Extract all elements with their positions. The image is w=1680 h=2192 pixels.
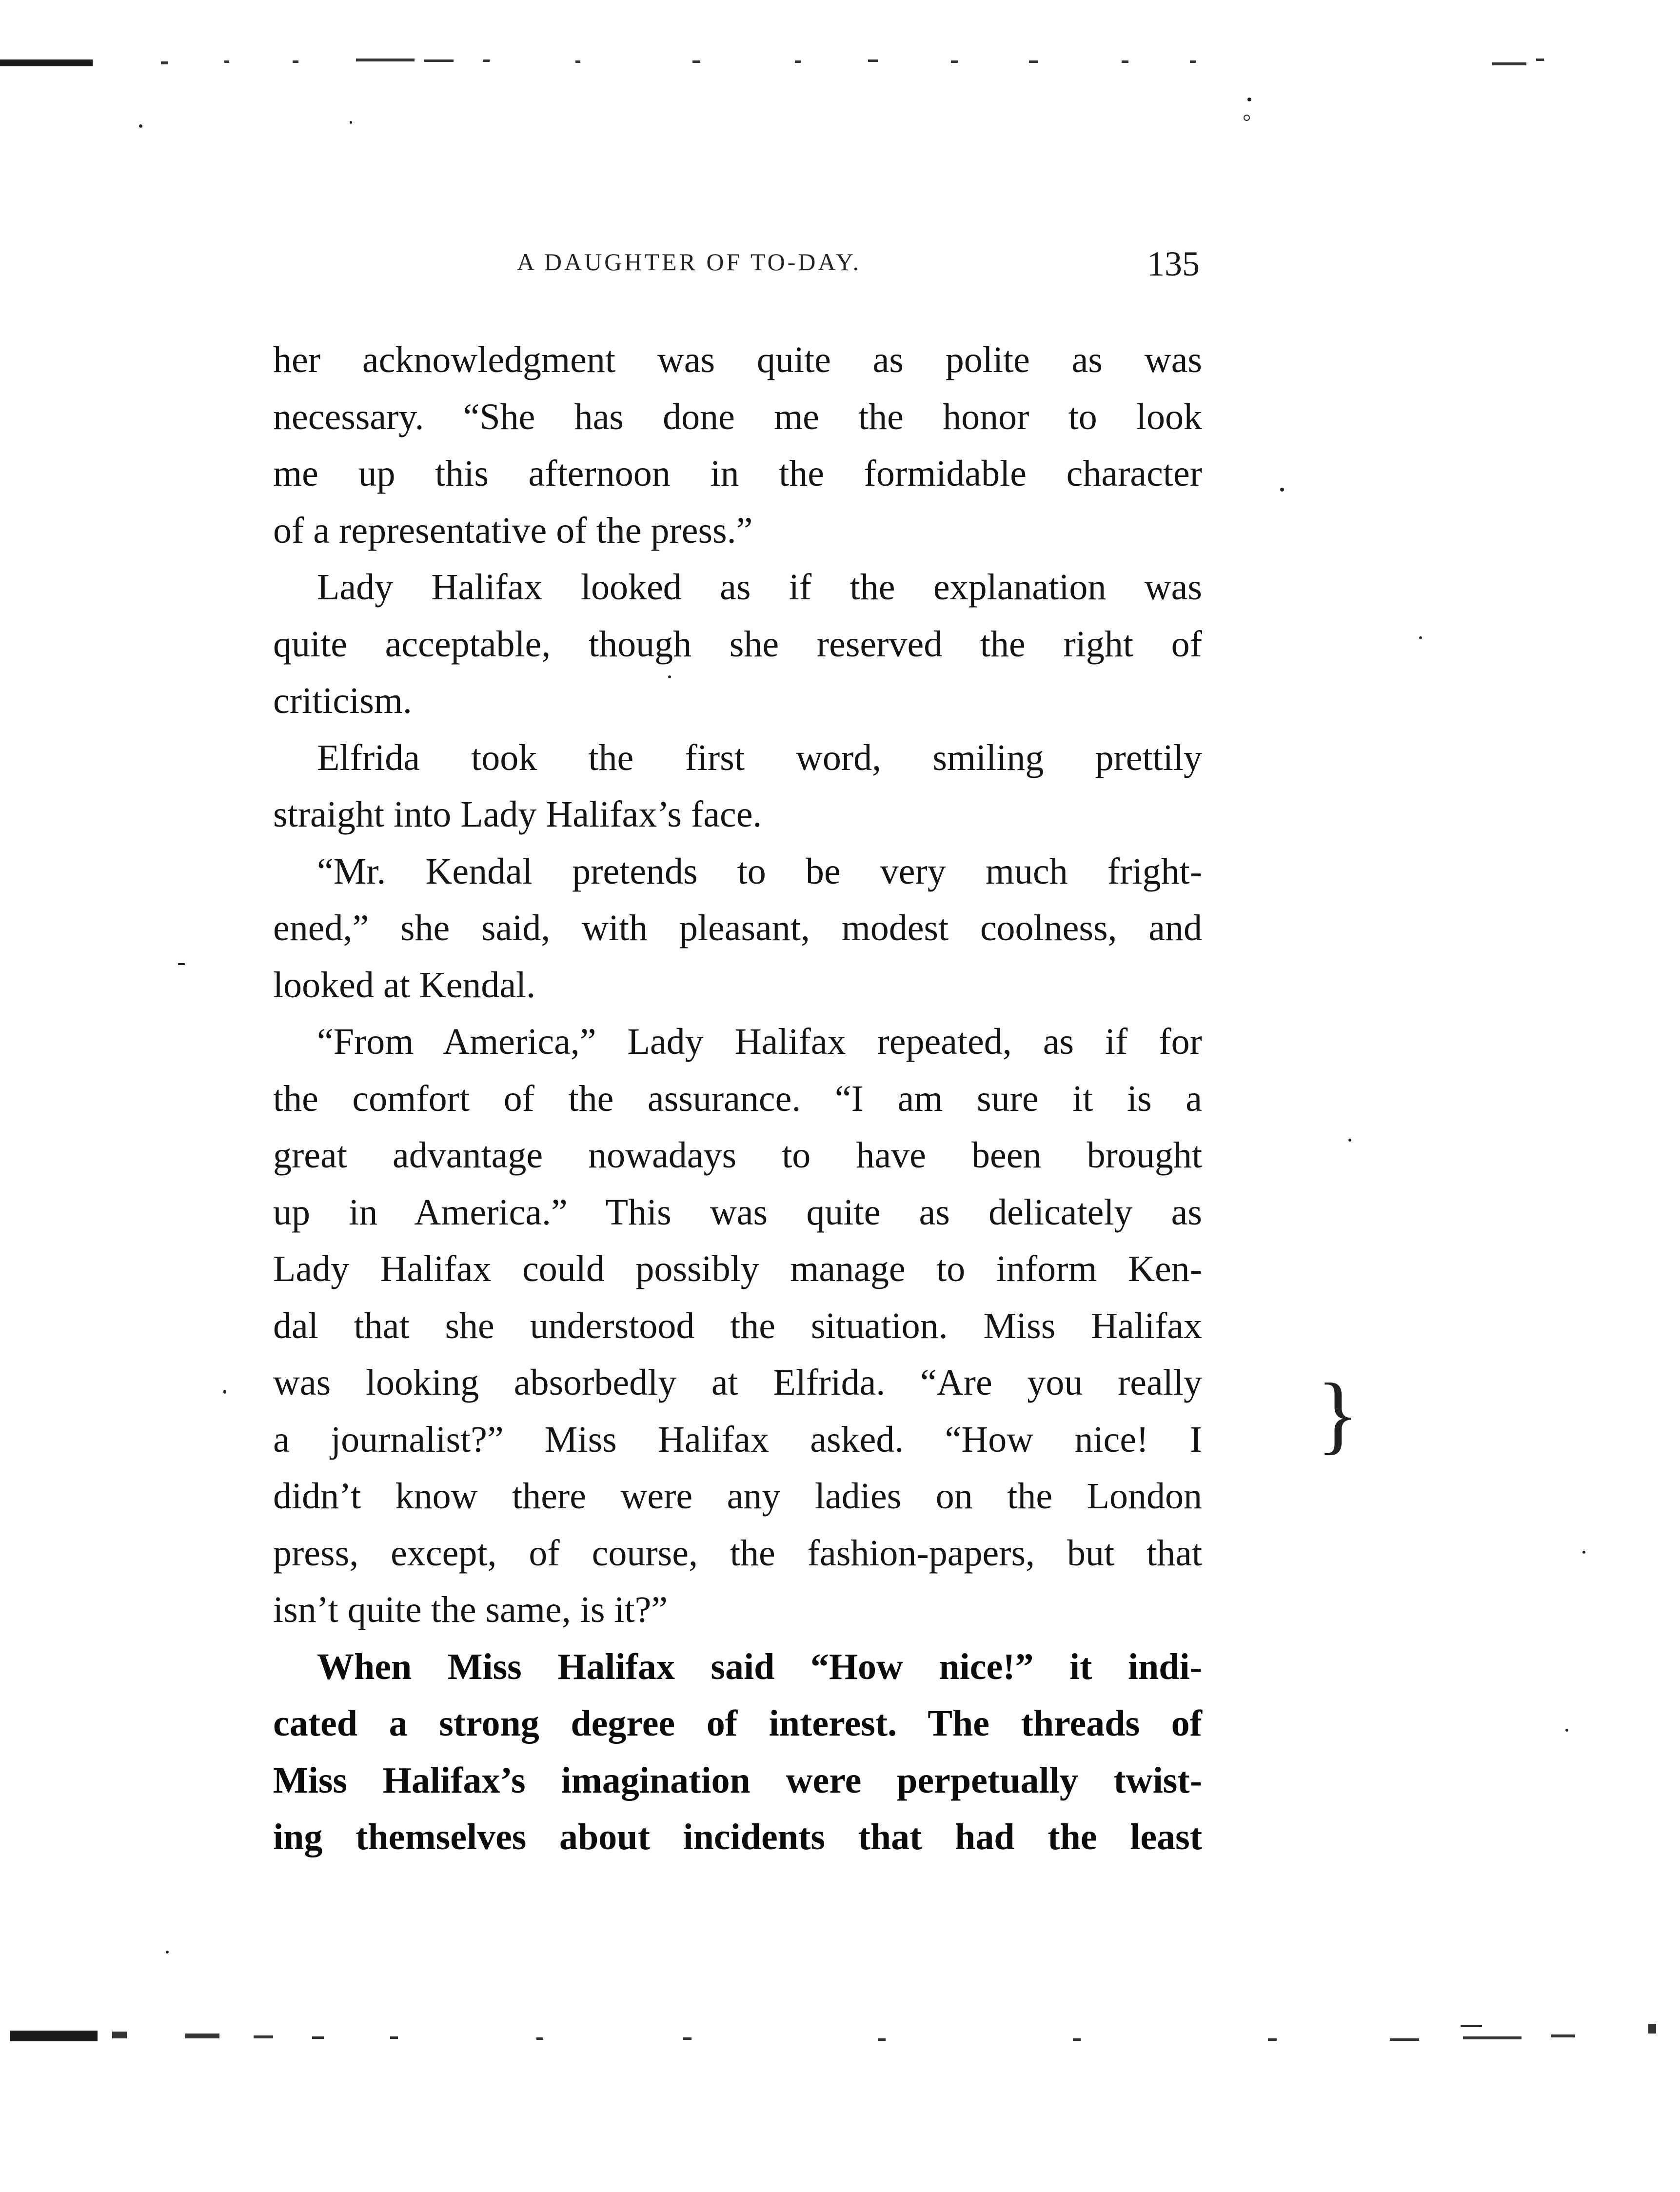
scan-speck [350,121,352,124]
text-line: up in America.” This was quite as delicately as [273,1191,1202,1233]
text-line: ened,” she said, with pleasant, modest coolness, and [273,908,1202,948]
scan-speck [1280,488,1284,492]
text-line: me up this afternoon in the formidable character [273,453,1202,494]
body-text [273,332,1202,1866]
scan-speck [178,963,185,965]
text-line: looked at Kendal. [273,964,536,1006]
text-line: criticism. [273,680,412,721]
scan-speck [139,124,142,128]
text-line: great advantage nowadays to have been brought [273,1135,1202,1176]
text-line: press, except, of course, the fashion-papers, but that [273,1532,1202,1574]
text-line: the comfort of the assurance. “I am sure it is a [273,1078,1202,1119]
running-head [273,244,1200,293]
text-line: quite acceptable, though she reserved the right of [273,623,1202,665]
scan-speck [1419,636,1422,639]
text-line: When Miss Halifax said “How nice!” it indi- [317,1646,1202,1687]
text-line: Miss Halifax’s imagination were perpetually twist- [273,1759,1202,1801]
scan-speck [166,1951,169,1954]
text-line: straight into Lady Halifax’s face. [273,794,762,835]
text-line: “Mr. Kendal pretends to be very much fright- [317,850,1202,892]
text-line: Lady Halifax could possibly manage to inform Ken- [273,1248,1202,1289]
scan-speck [1582,1551,1585,1554]
scan-noise-top [0,54,1609,73]
scan-speck [1565,1729,1568,1732]
page-number: 135 [1147,244,1200,283]
text-line: “From America,” Lady Halifax repeated, as if for [317,1021,1202,1062]
text-line: was looking absorbedly at Elfrida. “Are you really [273,1362,1202,1403]
scan-speck [223,1390,226,1394]
running-title: A DAUGHTER OF TO-DAY. [517,248,862,276]
scan-noise-bottom [0,2024,1680,2063]
scan-speck [1348,1139,1351,1142]
text-line: of a representative of the press.” [273,510,753,551]
margin-bracket-mark: } [1317,1365,1359,1462]
text-line: isn’t quite the same, is it?” [273,1589,668,1630]
text-line: a journalist?” Miss Halifax asked. “How nice! I [273,1419,1202,1460]
text-line: Elfrida took the first word, smiling prettily [317,737,1202,778]
text-line: ing themselves about incidents that had the least [273,1817,1202,1857]
text-line: Lady Halifax looked as if the explanation was [317,567,1202,608]
scan-speck [1244,115,1250,121]
scan-speck [1247,98,1251,101]
text-line: necessary. “She has done me the honor to look [273,396,1202,437]
text-line: her acknowledgment was quite as polite as was [273,339,1202,380]
text-line: dal that she understood the situation. Miss Halifax [273,1305,1202,1346]
text-line: cated a strong degree of interest. The threads of [273,1703,1202,1744]
text-line: didn’t know there were any ladies on the London [273,1476,1202,1517]
